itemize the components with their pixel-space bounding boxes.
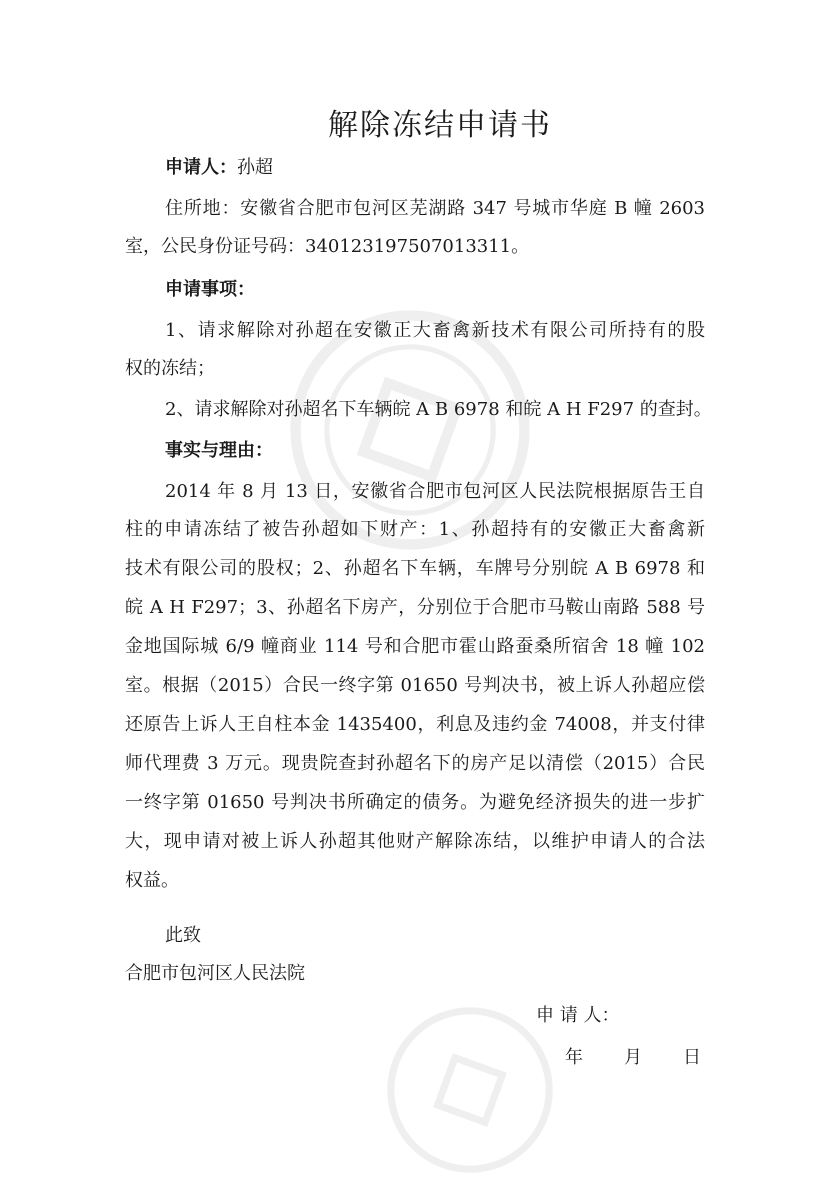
address-line-2: 室，公民身份证号码：340123197507013311。 xyxy=(125,236,530,257)
facts-line: 权益。 xyxy=(125,870,179,891)
matter-item-2: 2、请求解除对孙超名下车辆皖 A B 6978 和皖 A H F297 的查封。 xyxy=(165,399,712,420)
facts-line: 2014 年 8 月 13 日，安徽省合肥市包河区人民法院根据原告王自 xyxy=(165,481,705,502)
facts-line: 室。根据（2015）合民一终字第 01650 号判决书，被上诉人孙超应偿 xyxy=(125,675,705,696)
signature-label: 申 请 人： xyxy=(536,1005,620,1026)
recipient-court: 合肥市包河区人民法院 xyxy=(125,963,305,984)
date-day: 日 xyxy=(683,1047,701,1068)
facts-line: 还原告上诉人王自柱本金 1435400，利息及违约金 74008，并支付律 xyxy=(125,714,705,735)
date-month: 月 xyxy=(624,1047,642,1068)
facts-line: 师代理费 3 万元。现贵院查封孙超名下的房产足以清偿（2015）合民 xyxy=(125,753,705,774)
applicant-line xyxy=(165,156,745,180)
facts-heading: 事实与理由： xyxy=(165,440,273,461)
date-year: 年 xyxy=(565,1047,583,1068)
salutation: 此致 xyxy=(165,925,201,946)
facts-line: 技术有限公司的股权；2、孙超名下车辆，车牌号分别皖 A B 6978 和 xyxy=(125,558,705,579)
matters-heading: 申请事项： xyxy=(165,279,255,300)
facts-line: 一终字第 01650 号判决书所确定的债务。为避免经济损失的进一步扩 xyxy=(125,792,705,813)
facts-line: 皖 A H F297；3、孙超名下房产，分别位于合肥市马鞍山南路 588 号 xyxy=(125,597,705,618)
applicant-label: 申请人： xyxy=(165,157,237,178)
matter-item-1-line-1: 1、请求解除对孙超在安徽正大畜禽新技术有限公司所持有的股 xyxy=(165,320,705,341)
address-line-1: 住所地：安徽省合肥市包河区芜湖路 347 号城市华庭 B 幢 2603 xyxy=(165,198,705,219)
facts-line: 柱的申请冻结了被告孙超如下财产：1、孙超持有的安徽正大畜禽新 xyxy=(125,519,705,540)
watermark-seal-icon-2 xyxy=(380,1000,560,1180)
matter-item-1-line-2: 权的冻结； xyxy=(125,358,215,379)
facts-line: 大，现申请对被上诉人孙超其他财产解除冻结，以维护申请人的合法 xyxy=(125,831,705,852)
page-title: 解除冻结申请书 xyxy=(328,108,552,143)
applicant-name: 孙超 xyxy=(237,157,273,178)
facts-line: 金地国际城 6/9 幢商业 114 号和合肥市霍山路蚕桑所宿舍 18 幢 102 xyxy=(125,636,705,657)
